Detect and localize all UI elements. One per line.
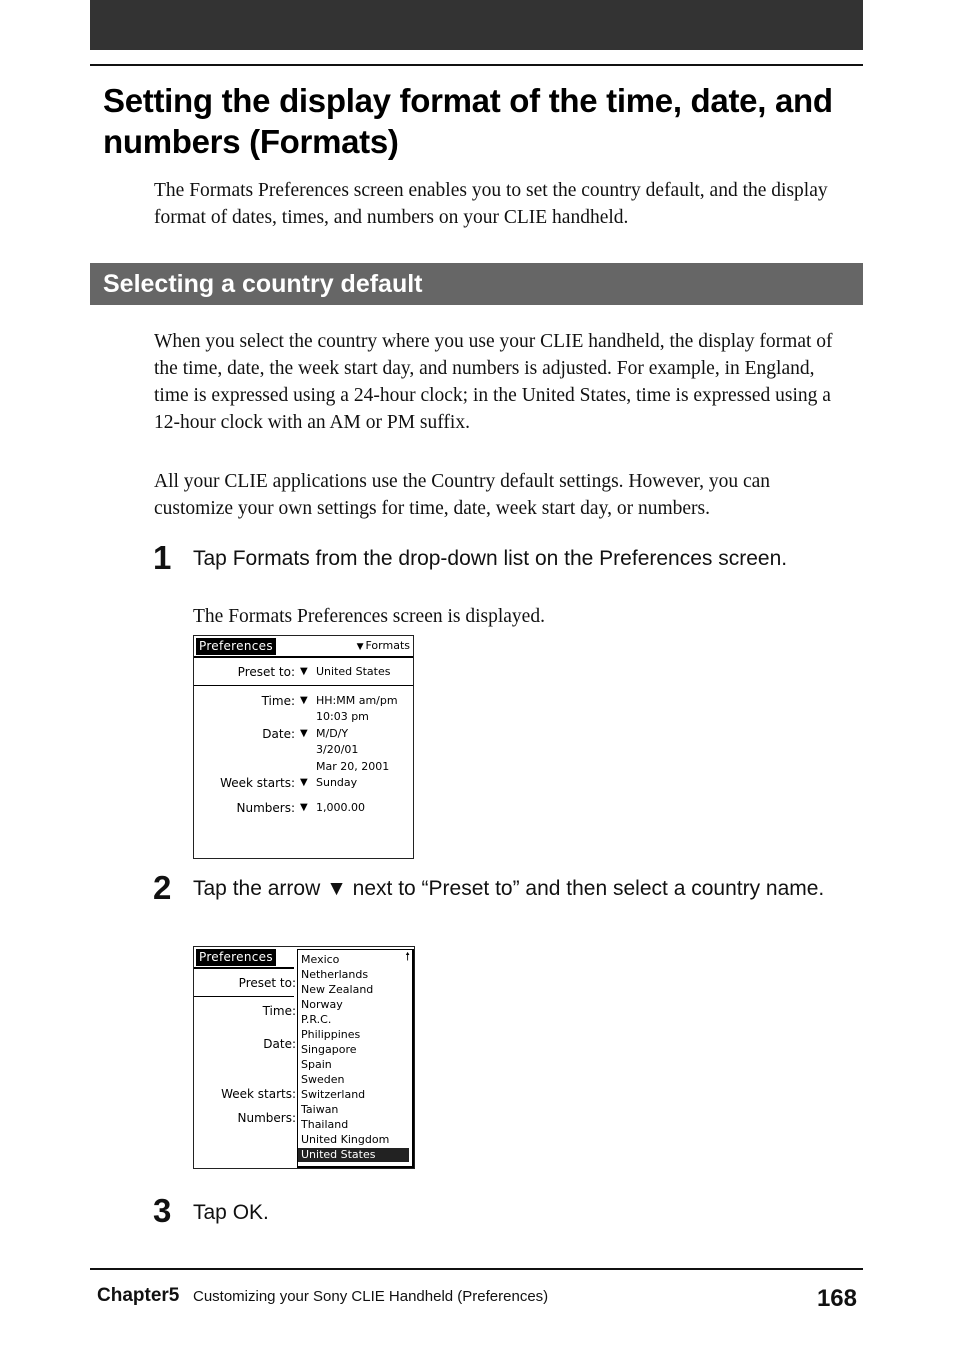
week-starts-label: Week starts:	[221, 1087, 296, 1101]
triangle-down-icon: ▼	[356, 642, 364, 652]
list-item[interactable]: Singapore	[301, 1043, 357, 1056]
footer-chapter-title: Customizing your Sony CLIE Handheld (Preferences)	[193, 1288, 549, 1305]
page-title: Setting the display format of the time, date, and numbers (Formats)	[103, 82, 833, 160]
triangle-down-icon[interactable]: ▼	[300, 802, 308, 813]
header-rule	[90, 64, 863, 66]
list-item[interactable]: Thailand	[301, 1118, 349, 1131]
footer-chapter: Chapter5	[97, 1285, 180, 1306]
body-paragraph: When you select the country where you use your CLIE handheld, the display format of the time, date, the week start day, and numbers is adjusted. For example, in England, time is expressed using a 24-hour clock; in the United States, time is expressed using a 12-hour clock with an AM or PM suffix.	[154, 331, 833, 433]
step-number: 2	[153, 869, 172, 906]
numbers-value[interactable]: 1,000.00	[316, 801, 365, 814]
divider	[194, 996, 294, 997]
date-format-value[interactable]: M/D/Y	[316, 727, 349, 740]
list-item[interactable]: Switzerland	[301, 1088, 366, 1101]
country-dropdown-list[interactable]	[297, 949, 414, 1168]
step-number: 1	[153, 539, 172, 576]
formats-screen-country-list	[193, 946, 415, 1169]
step-text: Tap Formats from the drop-down list on the Preferences screen.	[193, 547, 788, 570]
step-number: 3	[153, 1192, 172, 1229]
screen-title: Preferences	[196, 638, 276, 655]
week-starts-label: Week starts:	[220, 776, 295, 790]
triangle-down-icon[interactable]: ▼	[300, 777, 308, 788]
section-header	[90, 263, 863, 305]
date-label: Date:	[263, 1037, 296, 1051]
date-example-short: 3/20/01	[316, 743, 359, 756]
list-item[interactable]: New Zealand	[301, 983, 374, 996]
formats-screen	[193, 635, 414, 859]
list-item[interactable]: Taiwan	[301, 1103, 339, 1116]
numbers-label: Numbers:	[236, 801, 295, 815]
list-item[interactable]: P.R.C.	[301, 1013, 332, 1026]
step-text: Tap the arrow ▼ next to “Preset to” and then select a country name.	[193, 877, 825, 900]
list-item[interactable]: Mexico	[301, 953, 340, 966]
list-item[interactable]: Spain	[301, 1058, 332, 1071]
title-underline	[194, 967, 294, 969]
time-label: Time:	[261, 694, 295, 708]
list-item[interactable]: Sweden	[301, 1073, 345, 1086]
preset-label: Preset to:	[238, 976, 296, 990]
list-item[interactable]: Norway	[301, 998, 343, 1011]
time-example: 10:03 pm	[316, 710, 369, 723]
page-number: 168	[816, 1285, 857, 1312]
week-starts-value[interactable]: Sunday	[316, 776, 358, 789]
time-format-value[interactable]: HH:MM am/pm	[316, 694, 398, 707]
preset-value[interactable]: United States	[316, 665, 391, 678]
category-picker[interactable]: ▼ Formats	[356, 639, 410, 652]
section-title: Selecting a country default	[103, 270, 423, 298]
step-text: Tap OK.	[193, 1201, 269, 1224]
list-item[interactable]: United Kingdom	[301, 1133, 390, 1146]
divider	[194, 685, 413, 686]
step-result: The Formats Preferences screen is displayed.	[193, 606, 545, 627]
triangle-down-icon[interactable]: ▼	[300, 728, 308, 739]
title-underline	[194, 656, 413, 658]
list-item-selected[interactable]: United States	[298, 1148, 409, 1162]
time-label: Time:	[262, 1004, 296, 1018]
body-paragraph: All your CLIE applications use the Country default settings. However, you can customize your own settings for time, date, week start day, or numbers.	[154, 471, 771, 519]
date-example-long: Mar 20, 2001	[316, 760, 390, 773]
scroll-up-arrow-icon[interactable]: 🠕	[405, 950, 410, 963]
date-label: Date:	[262, 727, 295, 741]
list-item[interactable]: Philippines	[301, 1028, 361, 1041]
header-bar	[90, 0, 863, 50]
list-item[interactable]: Netherlands	[301, 968, 369, 981]
triangle-down-icon[interactable]: ▼	[300, 666, 308, 677]
numbers-label: Numbers:	[237, 1111, 296, 1125]
screen-title: Preferences	[196, 949, 276, 966]
preset-label: Preset to:	[237, 665, 295, 679]
footer-rule	[90, 1268, 863, 1270]
triangle-down-icon[interactable]: ▼	[300, 695, 308, 706]
intro-paragraph: The Formats Preferences screen enables you to set the country default, and the display format of dates, times, and numbers on your CLIE handheld.	[154, 180, 828, 228]
